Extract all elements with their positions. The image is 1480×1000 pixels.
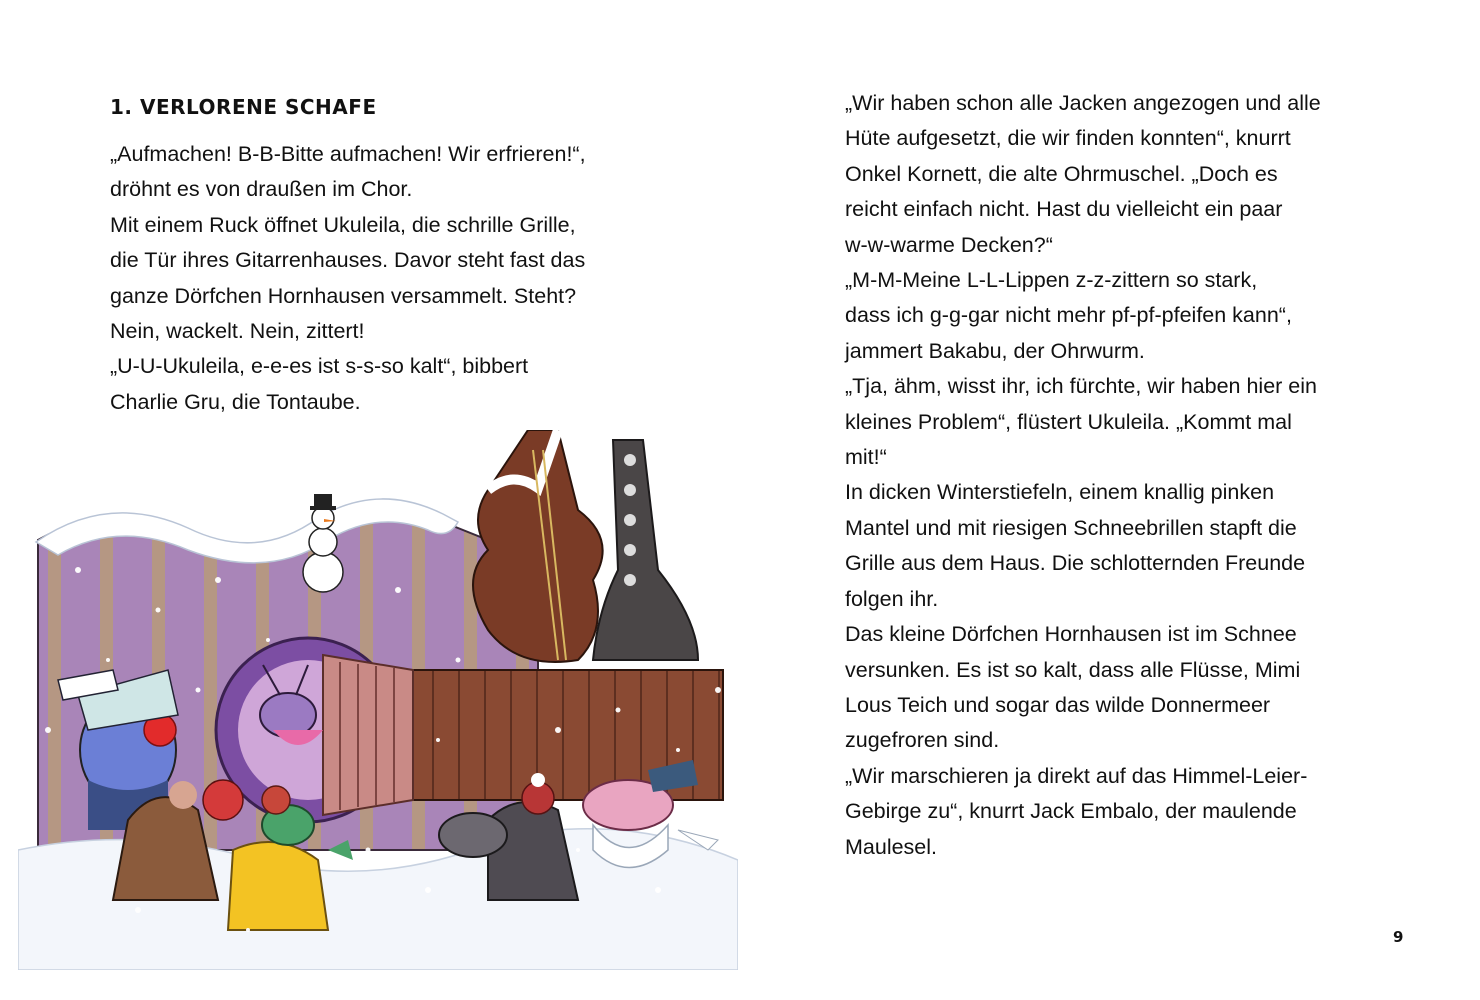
- text-line: Lous Teich und sogar das wilde Donnermeer: [845, 692, 1271, 717]
- text-line: „Tja, ähm, wisst ihr, ich fürchte, wir haben hier ein: [845, 374, 1317, 399]
- text-line: Onkel Kornett, die alte Ohrmuschel. „Doch es: [845, 161, 1278, 186]
- text-line: Mit einem Ruck öffnet Ukuleila, die schrille Grille,: [110, 212, 576, 237]
- text-line: „U-U-Ukuleila, e-e-es ist s-s-so kalt“, bibbert: [110, 354, 529, 379]
- text-line: Grille aus dem Haus. Die schlotternden Freunde: [845, 551, 1306, 576]
- clarinet-tower: [593, 440, 698, 660]
- right-text-column: [845, 86, 1375, 865]
- open-door: [323, 655, 413, 815]
- text-line: w-w-warme Decken?“: [845, 232, 1053, 257]
- text-line: dass ich g-g-gar nicht mehr pf-pf-pfeifen kann“,: [845, 303, 1292, 328]
- text-line: reicht einfach nicht. Hast du vielleicht ein paar: [845, 197, 1283, 222]
- text-line: kleines Problem“, flüstert Ukuleila. „Kommt mal: [845, 409, 1292, 434]
- text-line: „Aufmachen! B-B-Bitte aufmachen! Wir erfrieren!“,: [110, 142, 586, 166]
- text-line: jammert Bakabu, der Ohrwurm.: [845, 338, 1145, 363]
- text-line: Charlie Gru, die Tontaube.: [110, 389, 361, 414]
- text-line: mit!“: [845, 445, 887, 470]
- text-line: folgen ihr.: [845, 586, 939, 611]
- text-line: Mantel und mit riesigen Schneebrillen stapft die: [845, 515, 1297, 540]
- page-number: 9: [1393, 928, 1404, 946]
- text-line: zugefroren sind.: [845, 728, 1000, 753]
- text-line: „Wir marschieren ja direkt auf das Himmel-Leier-: [845, 763, 1308, 788]
- cello-building: [473, 430, 603, 662]
- text-line: ganze Dörfchen Hornhausen versammelt. Steht?: [110, 283, 577, 308]
- left-text-column: [110, 95, 670, 420]
- text-line: Hüte aufgesetzt, die wir finden konnten“, knurrt: [845, 126, 1291, 151]
- text-line: Nein, wackelt. Nein, zittert!: [110, 319, 365, 344]
- text-line: dröhnt es von draußen im Chor.: [110, 177, 413, 202]
- text-line: Das kleine Dörfchen Hornhausen ist im Schnee: [845, 622, 1297, 647]
- text-line: versunken. Es ist so kalt, dass alle Flüsse, Mimi: [845, 657, 1301, 682]
- chapter-title: 1. VERLORENE SCHAFE: [110, 95, 377, 119]
- text-line: Gebirge zu“, knurrt Jack Embalo, der maulende: [845, 799, 1297, 824]
- text-line: In dicken Winterstiefeln, einem knallig pinken: [845, 480, 1275, 505]
- text-line: Maulesel.: [845, 834, 938, 859]
- winter-village-illustration: [18, 430, 738, 970]
- text-line: „M-M-Meine L-L-Lippen z-z-zittern so stark,: [845, 268, 1258, 293]
- text-line: „Wir haben schon alle Jacken angezogen und alle: [845, 91, 1321, 115]
- text-line: die Tür ihres Gitarrenhauses. Davor steht fast das: [110, 248, 586, 273]
